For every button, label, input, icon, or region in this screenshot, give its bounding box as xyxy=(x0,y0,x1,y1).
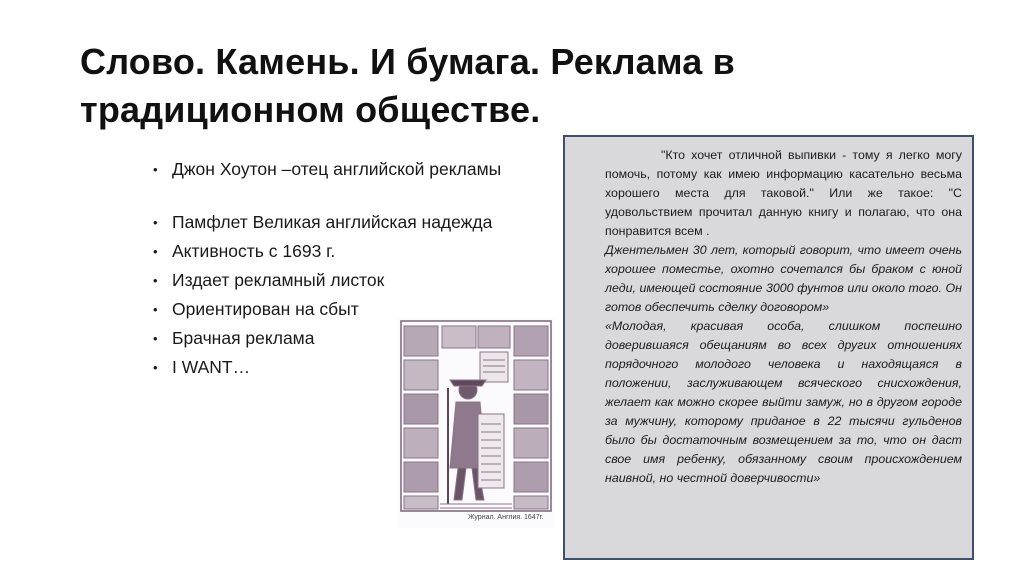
bullet-item xyxy=(152,155,562,184)
bullet-text: Издает рекламный листок xyxy=(172,270,385,290)
engraving-image xyxy=(398,318,554,528)
bullet-item xyxy=(152,237,562,266)
image-caption: Журнал. Англия. 1647г. xyxy=(468,514,544,521)
bullet-text: I WANT… xyxy=(172,357,251,377)
quote-box xyxy=(563,135,974,560)
bullet-text: Памфлет Великая английская надежда xyxy=(172,212,493,232)
bullet-marker: • xyxy=(153,215,158,230)
bullet-text: Активность с 1693 г. xyxy=(172,241,336,261)
bullet-marker: • xyxy=(153,331,158,346)
slide-title: Слово. Камень. И бумага. Реклама в традиционном обществе. xyxy=(80,41,735,130)
bullet-marker: • xyxy=(153,162,158,177)
quote-paragraph: "Кто хочет отличной выпивки - тому я легко могу помочь, потому как имею информацию касательно весьма хорошего места для таковой." Или же такое: "С удовольствием прочитал данную книгу и полагаю, что она понравится всем . xyxy=(605,148,962,238)
bullet-item xyxy=(152,266,562,295)
engraving-illustration xyxy=(398,318,554,514)
bullet-item xyxy=(152,208,562,237)
bullet-text: Джон Хоутон –отец английской рекламы xyxy=(172,159,502,179)
bullet-marker: • xyxy=(153,302,158,317)
bullet-marker: • xyxy=(153,360,158,375)
quote-paragraph-italic: Джентельмен 30 лет, который говорит, что имеет очень хорошее поместье, охотно сочетался бы браком с юной леди, имеющей состояние 3000 фунтов или около того. Он готов обеспечить сделку договором» xyxy=(605,243,962,314)
quote-paragraph-italic: «Молодая, красивая особа, слишком поспешно доверившаяся обещаниям во всех других отношениях порядочного молодого человека и находящаяся в положении, заслуживающем всяческого снисхождения, желает как можно скорее выйти замуж, но в другом городе за мужчину, которому приданое в 22 тысячи гульденов было бы достаточным возмещением за то, что он даст свое имя ребенку, обязанному своим происхождением наивной, но честной доверчивости» xyxy=(605,319,962,485)
bullet-text: Брачная реклама xyxy=(172,328,315,348)
bullet-marker: • xyxy=(153,273,158,288)
bullet-text: Ориентирован на сбыт xyxy=(172,299,359,319)
bullet-marker: • xyxy=(153,244,158,259)
